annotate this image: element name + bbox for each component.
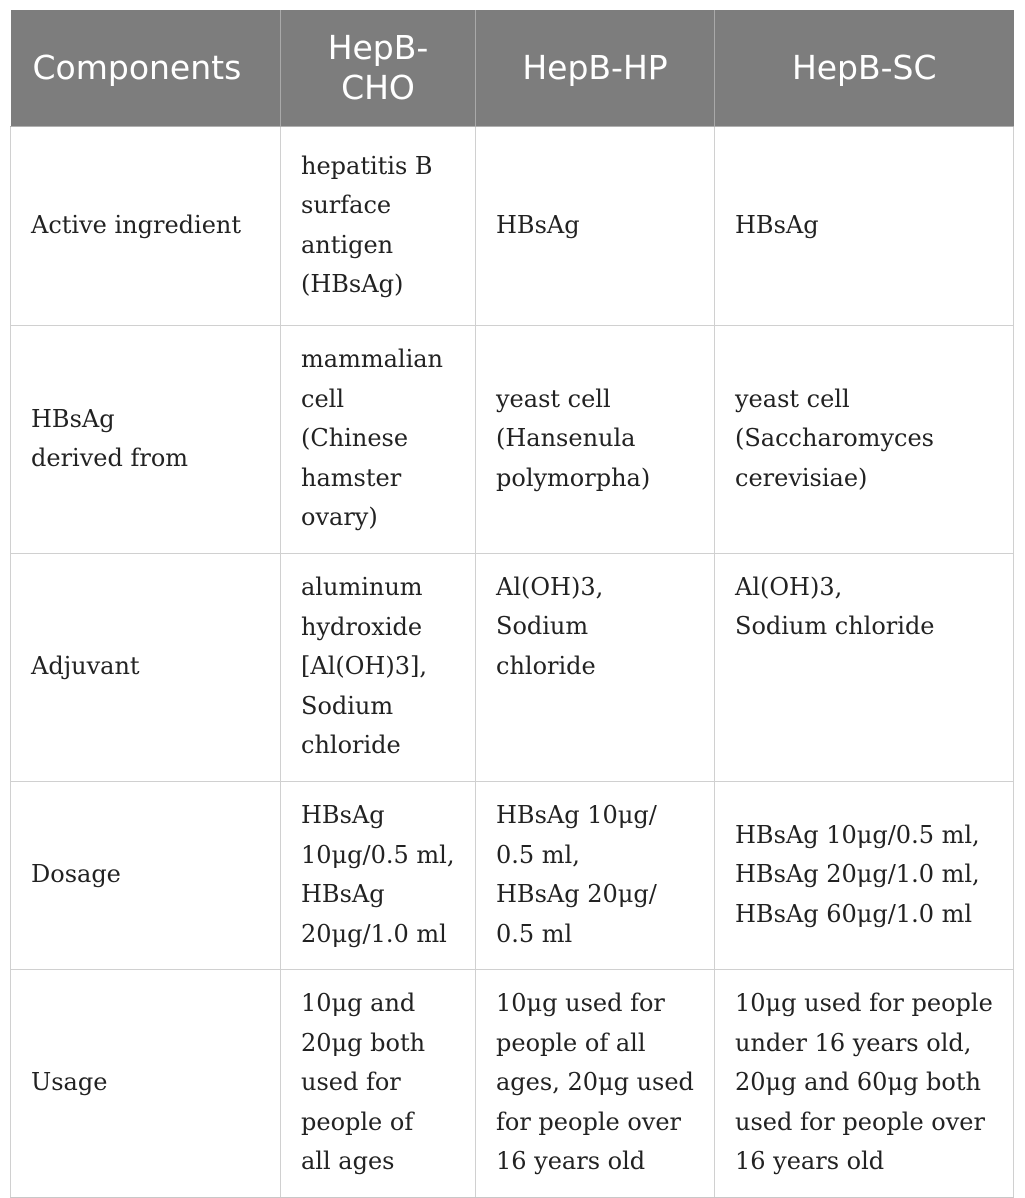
row-label: Dosage: [11, 781, 281, 969]
cell-hp: yeast cell (Hansenula polymorpha): [476, 325, 715, 553]
cell-sc: HBsAg: [715, 126, 1014, 325]
row-label: Adjuvant: [11, 553, 281, 781]
cell-sc: 10μg used for people under 16 years old, 20μg and 60μg both used for people over 16 years old: [715, 969, 1014, 1197]
table-row: [11, 781, 1014, 969]
table-row: [11, 553, 1014, 781]
cell-cho: mammalian cell (Chinese hamster ovary): [281, 325, 476, 553]
cell-cho: aluminum hydroxide [Al(OH)3], Sodium chloride: [281, 553, 476, 781]
table-row: [11, 969, 1014, 1197]
row-label: Usage: [11, 969, 281, 1197]
table-row: [11, 325, 1014, 553]
header-row: [11, 10, 1014, 126]
cell-hp: HBsAg: [476, 126, 715, 325]
cell-cho: hepatitis B surface antigen (HBsAg): [281, 126, 476, 325]
row-label: HBsAg derived from: [11, 325, 281, 553]
header-components: Components: [11, 10, 281, 126]
cell-sc: Al(OH)3, Sodium chloride: [715, 553, 1014, 781]
cell-cho: HBsAg 10μg/0.5 ml, HBsAg 20μg/1.0 ml: [281, 781, 476, 969]
cell-sc: HBsAg 10μg/0.5 ml, HBsAg 20μg/1.0 ml, HBsAg 60μg/1.0 ml: [715, 781, 1014, 969]
cell-hp: HBsAg 10μg/ 0.5 ml, HBsAg 20μg/ 0.5 ml: [476, 781, 715, 969]
header-hepb-cho: HepB- CHO: [281, 10, 476, 126]
vaccine-comparison-table: [10, 10, 1014, 1198]
cell-hp: 10μg used for people of all ages, 20μg used for people over 16 years old: [476, 969, 715, 1197]
header-hepb-sc: HepB-SC: [715, 10, 1014, 126]
cell-sc: yeast cell (Saccharomyces cerevisiae): [715, 325, 1014, 553]
cell-hp: Al(OH)3, Sodium chloride: [476, 553, 715, 781]
header-hepb-hp: HepB-HP: [476, 10, 715, 126]
row-label: Active ingredient: [11, 126, 281, 325]
cell-cho: 10μg and 20μg both used for people of all ages: [281, 969, 476, 1197]
table-row: [11, 126, 1014, 325]
